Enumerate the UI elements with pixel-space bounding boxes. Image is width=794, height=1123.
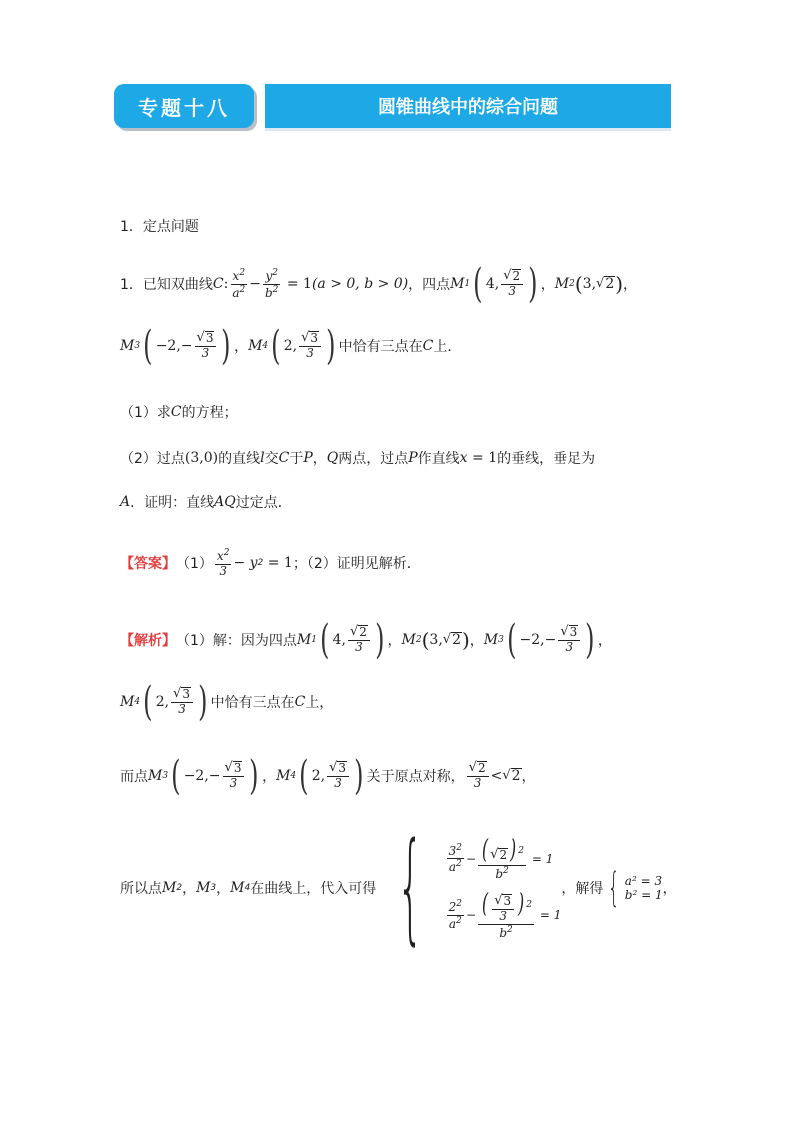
header-banner	[114, 84, 671, 130]
topic-tag: 专题十八	[114, 84, 254, 128]
analysis-line-4: 所以点 M 2 ， M 3 ， M 4 在曲线上，代入可得 { $\frac{3^2}{a^2}$ − ( √ 2 ) $^2$ $b^2$ = 1 $\frac{2^2}{a^2}$ − ( √ 3 3 ) $^2$ $b^2$ = 1 ，解得 { a² = 3 b² = 1 ，	[120, 818, 677, 957]
analysis-line-1: 【解析】 （1）解：因为四点 M 1 ( 4, √ 2 3 ) ， M 2 ( 3, √ 2 ) ， M 3 ( −2,− √ 3 3 ) ，	[120, 617, 612, 663]
problem-line-2: M 3 ( −2,− √ 3 3 ) ， M 4 ( 2, √ 3 3 ) 中恰有三点在 C 上．	[120, 323, 462, 369]
question-2-line-1: （2）过点 (3,0) 的直线 l 交 C 于 P ， Q 两点，过点 P 作直线 x = 1 的垂线，垂足为	[120, 450, 596, 467]
analysis-line-2: M 4 ( 2, √ 3 3 ) 中恰有三点在 C 上，	[120, 679, 334, 725]
problem-line-1: 1． 已知双曲线 C : $\frac{x^2}{a^2}$ − $\frac{y^2}{b^2}$ = 1 (a > 0, b > 0) ，四点 M 1 ( 4, √ 2 3 ) ， M 2 ( 3, √ 2 ) ，	[120, 261, 638, 307]
question-2-line-2: A ．证明：直线 AQ 过定点．	[120, 494, 292, 511]
page-title: 圆锥曲线中的综合问题	[265, 84, 671, 128]
analysis-line-3: 而点 M 3 ( −2,− √ 3 3 ) ， M 4 ( 2, √ 3 3 ) 关于原点对称， √ 2 3 < √ 2 ，	[120, 753, 536, 799]
answer-line: 【答案】 （1） $\frac{x^2}{3}$ − y 2 = 1 ；（2）证明见解析．	[120, 548, 421, 578]
analysis-label: 【解析】	[120, 633, 176, 649]
question-1: （1）求 C 的方程；	[120, 404, 238, 421]
solution-system: { a² = 3 b² = 1	[608, 865, 663, 911]
section-heading: 1．定点问题	[120, 219, 199, 235]
equation-system: { $\frac{3^2}{a^2}$ − ( √ 2 ) $^2$ $b^2$ = 1 $\frac{2^2}{a^2}$ − ( √ 3 3 ) $^2$ $b^2$ = 1	[397, 818, 562, 957]
answer-label: 【答案】	[120, 556, 176, 573]
